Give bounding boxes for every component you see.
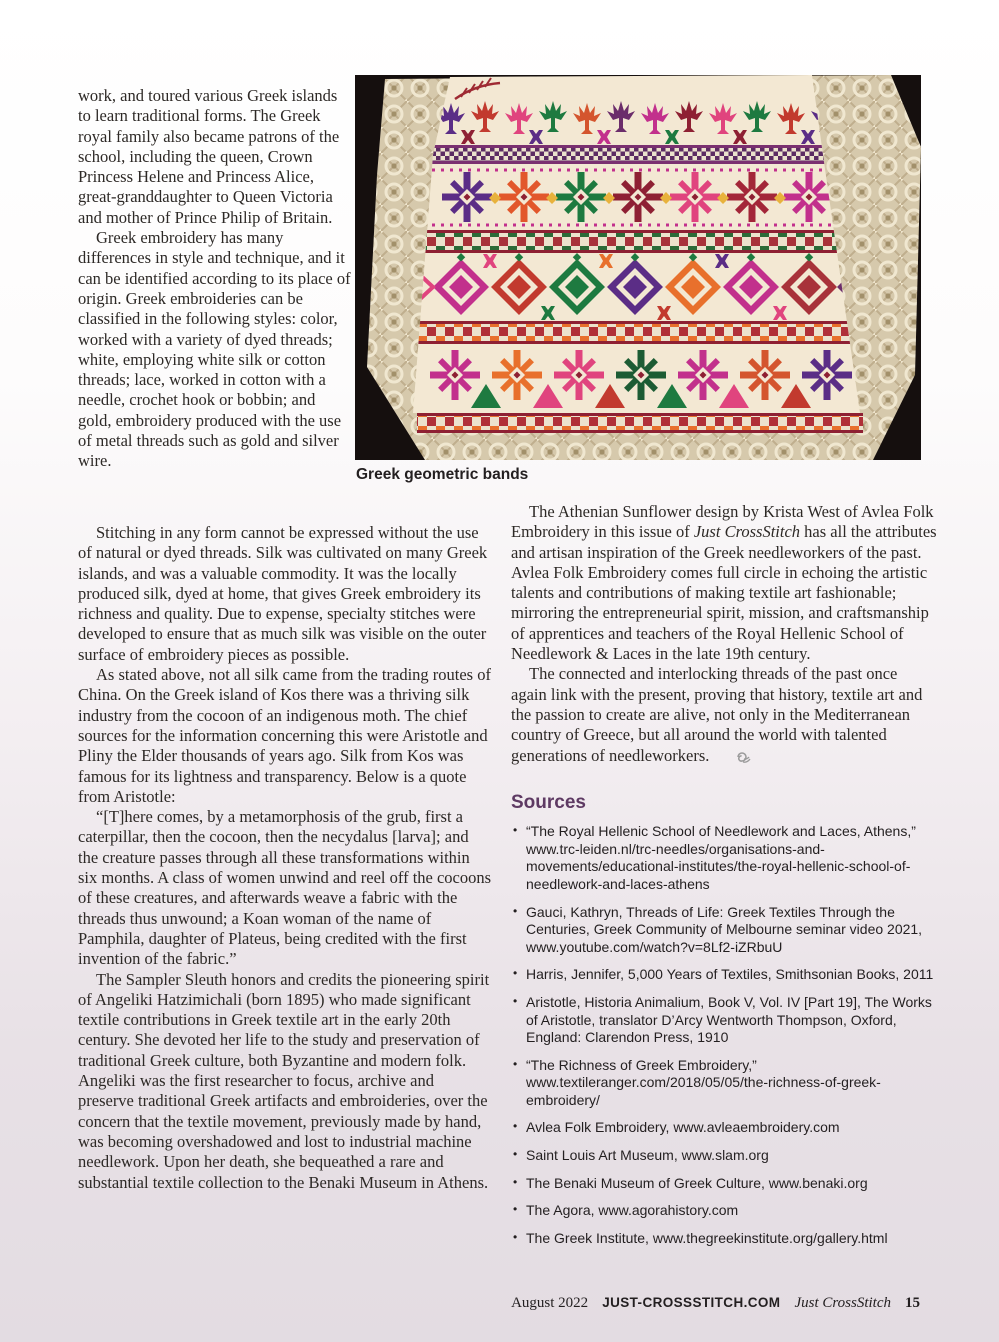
source-item [511,1175,937,1193]
source-item [511,1230,937,1248]
source-text: “The Richness of Greek Embroidery,” www.textileranger.com/2018/05/05/the-richness-of-greek-embroidery/ [526,1056,881,1108]
bullet-icon: • [513,966,518,981]
bullet-icon: • [513,1202,518,1217]
paragraph [511,664,937,768]
source-text: Gauci, Kathryn, Threads of Life: Greek Textiles Through the Centuries, Greek Community of Melbourne seminar video 2021, www.youtube.com/watch?v=8Lf2-iZRbuU [526,903,923,955]
footer-website: JUST-CROSSSTITCH.COM [602,1295,781,1310]
text-run: The Athenian Sunflower design by Krista West of Avlea Folk Embroidery in this issue of [511,502,934,542]
paragraph: The Sampler Sleuth honors and credits the pioneering spirit of Angeliki Hatzimichali (born 1895) who made significant textile contributions in Greek textile art in the early 20th century. She devoted her life to the study and preservation of traditional Greek culture, both Byzantine and modern folk. Angeliki was the first researcher to focus, archive and preserve traditional Greek artifacts and embroideries, over the concern that the textile movement, previously made by hand, was becoming overshadowed and lost to industrial machine needlework. Upon her death, she bequeathed a rare and substantial textile collection to the Benaki Museum in Athens. [78,969,490,1192]
bullet-icon: • [513,1119,518,1134]
source-item [511,966,937,984]
paragraph: Greek embroidery has many differences in style and technique, and it can be identified according to its place of origin. Greek embroideries can be classified in the following styles: color, worked with a variety of dyed threads; white, employing white silk or cotton threads; lace, worked in cotton with a needle, crochet hook or bobbin; and gold, embroidery produced with the use of metal threads such as gold and silver wire. [78,228,351,471]
source-text: The Greek Institute, www.thegreekinstitute.org/gallery.html [526,1229,888,1246]
bullet-icon: • [513,903,518,918]
left-column-top [78,86,352,472]
text-run: The connected and interlocking threads of the past once again link with the present, proving that history, textile art and the passion to create are alive, not only in the Mediterranean country of Greece, but all around the world with talented generations of needleworkers. [511,664,923,765]
source-text: Aristotle, Historia Animalium, Book V, Vol. IV [Part 19], The Works of Aristotle, translator D’Arcy Wentworth Thompson, Oxford, England: Clarendon Press, 1910 [526,993,932,1046]
source-item [511,1119,937,1137]
left-column-bottom [78,523,492,1193]
bullet-icon: • [513,823,518,838]
bullet-icon: • [513,1229,518,1244]
source-item [511,994,937,1047]
source-text: Saint Louis Art Museum, www.slam.org [526,1147,769,1164]
source-text: Harris, Jennifer, 5,000 Years of Textiles, Smithsonian Books, 2011 [526,966,934,983]
paragraph: Stitching in any form cannot be expressed without the use of natural or dyed threads. Silk was cultivated on many Greek islands, and was a valuable commodity. It was the locally produced silk, dyed at home, that gives Greek embroidery its richness and quality. Due to expense, specialty stitches were developed to ensure that as much silk was visible on the outer surface of embroidery pieces as possible. [78,523,488,664]
source-text: The Benaki Museum of Greek Culture, www.benaki.org [526,1174,868,1191]
source-text: The Agora, www.agorahistory.com [526,1202,739,1219]
image-caption: Greek geometric bands [356,466,529,483]
source-item [511,1202,937,1220]
bullet-icon: • [513,1147,518,1162]
sources-heading: Sources [511,791,586,813]
source-text: “The Royal Hellenic School of Needlework and Laces, Athens,” www.trc-leiden.nl/trc-needles/organisations-and-movements/educational-institutes/the-royal-hellenic-school-of-needlework-and-laces-athens [526,823,916,892]
footer-issue-date: August 2022 [511,1295,589,1311]
source-item [511,1147,937,1165]
bullet-icon: • [513,1174,518,1189]
embroidery-image [355,75,921,460]
page-footer [511,1295,920,1312]
right-column [511,502,937,1257]
bullet-icon: • [513,993,518,1008]
paragraph [511,502,937,664]
paragraph-continuation: work, and toured various Greek islands to learn traditional forms. The Greek royal family also became patrons of the school, including the queen, Crown Princess Helene and Princess Alice, great-granddaughter to Queen Victoria and mother of Prince Philip of Britain. [78,86,340,227]
bullet-icon: • [513,1056,518,1071]
footer-magazine-name: Just CrossStitch [794,1295,891,1311]
source-item [511,904,937,957]
paragraph: As stated above, not all silk came from the trading routes of China. On the Greek island of Kos there was a thriving silk industry from the cocoon of an indigenous moth. The chief sources for the information concerning this were Aristotle and Pliny the Elder thousands of years ago. Silk from Kos was famous for its lightness and transparency. Below is a quote from Aristotle: [78,665,491,806]
sources-list [511,823,937,1247]
embroidery-photo [355,75,921,460]
source-text: Avlea Folk Embroidery, www.avleaembroidery.com [526,1119,840,1136]
source-item [511,1057,937,1110]
footer-page-number: 15 [905,1295,920,1311]
end-ornament-icon [713,749,751,769]
quote-paragraph: “[T]here comes, by a metamorphosis of the grub, first a caterpillar, then the cocoon, then the necydalus [larva]; and the creature passes through all these transformations within six months. A class of women unwind and reel off the cocoons of these creatures, and afterwards weave a fabric with the threads thus unwound; a Koan woman of the name of Pamphila, daughter of Plateus, being credited with the first invention of the fabric.” [78,807,492,969]
magazine-title-italic: Just CrossStitch [693,522,801,542]
text-run: has all the attributes and artisan inspiration of the Greek needleworkers of the past. Avlea Folk Embroidery comes full circle in echoing the artistic talents and contributions of making textile art fashionable; mirroring the entrepreneurial spirit, mission, and craftsmanship of apprentices and teachers of the Royal Hellenic School of Needlework & Laces in the late 19th century. [511,522,937,664]
source-item [511,823,937,893]
